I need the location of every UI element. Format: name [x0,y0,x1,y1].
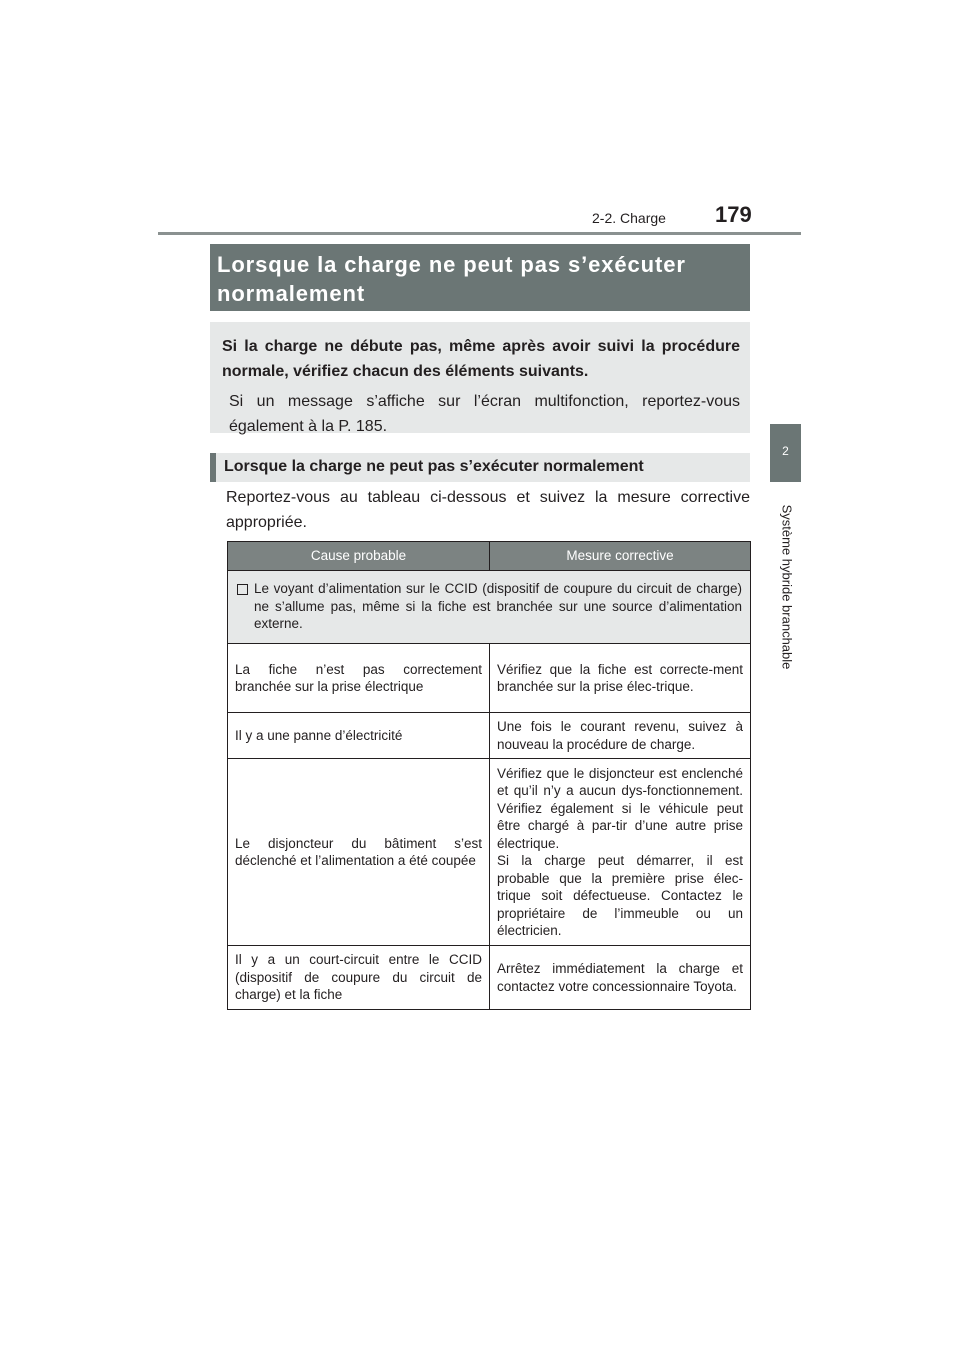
section-title: Lorsque la charge ne peut pas s’exécuter normalement [217,252,686,306]
group-content [236,580,742,633]
group-cell [228,571,751,644]
action-cell [490,759,751,946]
section-title-banner [210,244,750,311]
action-cell: Une fois le courant revenu, suivez à nouveau la procédure de charge. [490,713,751,759]
table-group-row [228,571,751,644]
table-header-row [228,542,751,571]
chapter-title: Système hybride branchable [779,504,794,670]
table-row [228,946,751,1010]
subsection-heading: Lorsque la charge ne peut pas s’exécuter normalement [210,453,750,482]
section-label: 2-2. Charge [592,210,666,226]
cause-cell: Il y a un court-circuit entre le CCID (dispositif de coupure du circuit de charge) et la fiche [228,946,490,1010]
chapter-side-title [771,492,802,682]
cause-cell: Le disjoncteur du bâtiment s’est déclenché et l’alimentation a été coupée [228,759,490,946]
table-row [228,644,751,713]
page-header [0,0,960,240]
cause-cell: La fiche n’est pas correctement branchée sur la prise électrique [228,644,490,713]
action-cell: Vérifiez que la fiche est correcte-ment branchée sur la prise élec-trique. [490,644,751,713]
chapter-number: 2 [782,444,789,458]
action-paragraph: Si la charge peut démarrer, il est probable que la première prise élec-trique soit défectueuse. Contactez le propriétaire de l’immeuble ou un électricien. [497,853,743,938]
group-title: Le voyant d’alimentation sur le CCID (dispositif de coupure du circuit de charge) ne s’allume pas, même si la fiche est branchée sur une source d’alimentation externe. [254,581,742,632]
column-header-action: Mesure corrective [490,542,751,571]
table-row [228,713,751,759]
chapter-tab [770,424,801,482]
table-row [228,759,751,946]
checkbox-bullet-icon [237,584,248,595]
page-number: 179 [715,202,752,227]
action-cell: Arrêtez immédiatement la charge et contactez votre concessionnaire Toyota. [490,946,751,1010]
intro-box [210,322,750,433]
action-paragraph: Vérifiez que le disjoncteur est enclenché et qu’il n’y a aucun dys-fonctionnement. Vérifiez également si le véhicule peut être chargé à par-tir d’une autre prise électrique. [497,765,743,851]
cause-cell: Il y a une panne d’électricité [228,713,490,759]
header-divider [158,232,801,235]
column-header-cause: Cause probable [228,542,490,571]
intro-reference-text: Si un message s’affiche sur l’écran multifonction, reportez-vous également à la P. 185. [229,393,740,435]
troubleshooting-table [227,541,751,1010]
body-text: Reportez-vous au tableau ci-dessous et suivez la mesure corrective appropriée. [226,489,750,531]
intro-bold-text: Si la charge ne débute pas, même après avoir suivi la procédure normale, vérifiez chacun des éléments suivants. [222,338,740,380]
